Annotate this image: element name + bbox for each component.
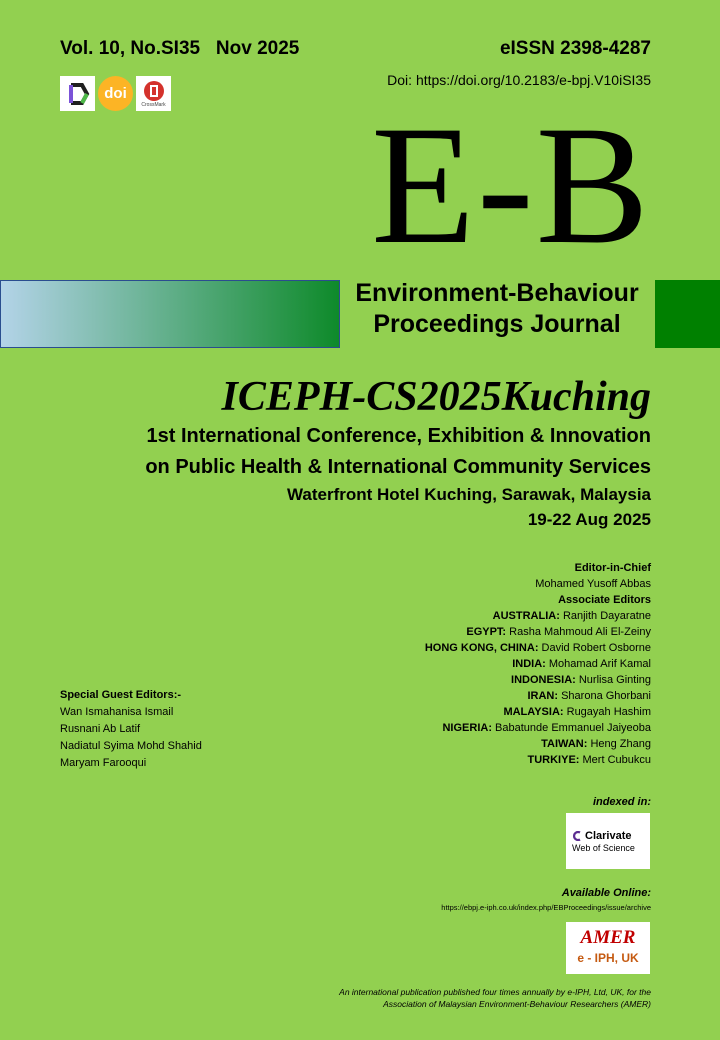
associate-editor-country: IRAN: bbox=[527, 690, 559, 702]
indexed-label: indexed in: bbox=[592, 796, 651, 808]
clarivate-mark-icon bbox=[572, 831, 582, 841]
clarivate-subtitle: Web of Science bbox=[572, 842, 635, 853]
amer-name: AMER bbox=[580, 927, 636, 948]
editor-in-chief-heading: Editor-in-Chief bbox=[574, 562, 651, 574]
editorial-board bbox=[425, 560, 651, 768]
associate-editor-row bbox=[425, 624, 651, 640]
journal-name-line2: Proceedings Journal bbox=[373, 310, 621, 338]
associate-editor-row bbox=[425, 640, 651, 656]
associate-editor-row bbox=[425, 720, 651, 736]
eissn: eISSN 2398-4287 bbox=[499, 38, 651, 59]
doi-link[interactable]: Doi: https://doi.org/10.2183/e-bpj.V10iSI35 bbox=[387, 72, 651, 88]
associate-editor-row bbox=[425, 752, 651, 768]
journal-name-line1: Environment-Behaviour bbox=[355, 279, 639, 307]
conference-title: ICEPH-CS2025Kuching bbox=[221, 374, 651, 420]
amer-subtitle: e - IPH, UK bbox=[577, 951, 639, 965]
associate-editor-row bbox=[425, 704, 651, 720]
guest-editor-name: Maryam Farooqui bbox=[60, 757, 147, 769]
associate-editor-name: Nurlisa Ginting bbox=[578, 674, 651, 686]
editor-in-chief-name: Mohamed Yusoff Abbas bbox=[535, 578, 651, 590]
associate-editor-name: Rugayah Hashim bbox=[566, 706, 651, 718]
available-online-label: Available Online: bbox=[561, 887, 651, 899]
associate-editor-row bbox=[425, 736, 651, 752]
clarivate-row bbox=[572, 830, 650, 842]
associate-editor-name: Mohamad Arif Kamal bbox=[548, 658, 651, 670]
guest-editor-name: Rusnani Ab Latif bbox=[60, 723, 141, 735]
associate-editor-country: HONG KONG, CHINA: bbox=[424, 642, 539, 654]
associate-editor-name: Ranjith Dayaratne bbox=[562, 610, 651, 622]
journal-name bbox=[342, 278, 652, 340]
associate-editor-country: NIGERIA: bbox=[442, 722, 492, 734]
associate-editor-country: EGYPT: bbox=[466, 626, 507, 638]
journal-abbreviation: E-B bbox=[371, 91, 651, 279]
associate-editor-name: David Robert Osborne bbox=[541, 642, 651, 654]
footer-line2: Association of Malaysian Environment-Behaviour Researchers (AMER) bbox=[383, 999, 651, 1009]
associate-editor-country: MALAYSIA: bbox=[503, 706, 564, 718]
associate-editor-name: Babatunde Emmanuel Jaiyeoba bbox=[495, 722, 651, 734]
dimensions-logo-icon[interactable] bbox=[60, 76, 95, 111]
crossmark-label: CrossMark bbox=[141, 101, 166, 108]
gradient-band bbox=[0, 280, 340, 348]
guest-editor-name: Nadiatul Syima Mohd Shahid bbox=[60, 740, 202, 752]
amer-logo[interactable] bbox=[566, 922, 650, 974]
clarivate-name: Clarivate bbox=[585, 829, 632, 842]
guest-editors-heading: Special Guest Editors:- bbox=[60, 689, 182, 701]
associate-editor-country: AUSTRALIA: bbox=[492, 610, 560, 622]
associate-editor-country: INDIA: bbox=[512, 658, 546, 670]
conference-dates: 19-22 Aug 2025 bbox=[527, 510, 651, 529]
associate-editor-name: Sharona Ghorbani bbox=[561, 690, 651, 702]
associate-editor-country: TURKIYE: bbox=[527, 754, 580, 766]
associate-editor-row bbox=[425, 608, 651, 624]
doi-logo-icon[interactable]: doi bbox=[98, 76, 133, 111]
publication-footer bbox=[339, 986, 651, 1010]
crossmark-logo-icon[interactable] bbox=[136, 76, 171, 111]
green-band bbox=[655, 280, 720, 348]
archive-url[interactable]: https://ebpj.e-iph.co.uk/index.php/EBProceedings/issue/archive bbox=[441, 903, 651, 912]
associate-editor-row bbox=[425, 688, 651, 704]
associate-editor-name: Mert Cubukcu bbox=[582, 754, 651, 766]
conference-venue: Waterfront Hotel Kuching, Sarawak, Malaysia bbox=[286, 485, 651, 504]
guest-editors bbox=[60, 687, 202, 772]
associate-editors-heading: Associate Editors bbox=[558, 594, 651, 606]
logo-strip bbox=[60, 76, 171, 111]
volume-info: Vol. 10, No.SI35 Nov 2025 bbox=[60, 38, 300, 59]
associate-editor-row bbox=[425, 656, 651, 672]
associate-editor-country: TAIWAN: bbox=[541, 738, 588, 750]
footer-line1: An international publication published four times annually by e-IPH, Ltd, UK, for the bbox=[339, 987, 651, 997]
clarivate-logo[interactable] bbox=[566, 813, 650, 869]
guest-editor-name: Wan Ismahanisa Ismail bbox=[60, 706, 174, 718]
associate-editor-name: Rasha Mahmoud Ali El-Zeiny bbox=[509, 626, 651, 638]
associate-editor-name: Heng Zhang bbox=[590, 738, 651, 750]
associate-editor-row bbox=[425, 672, 651, 688]
conference-subtitle-line2: on Public Health & International Community Services bbox=[145, 456, 651, 478]
conference-subtitle-line1: 1st International Conference, Exhibition & Innovation bbox=[146, 425, 651, 447]
associate-editor-country: INDONESIA: bbox=[511, 674, 576, 686]
